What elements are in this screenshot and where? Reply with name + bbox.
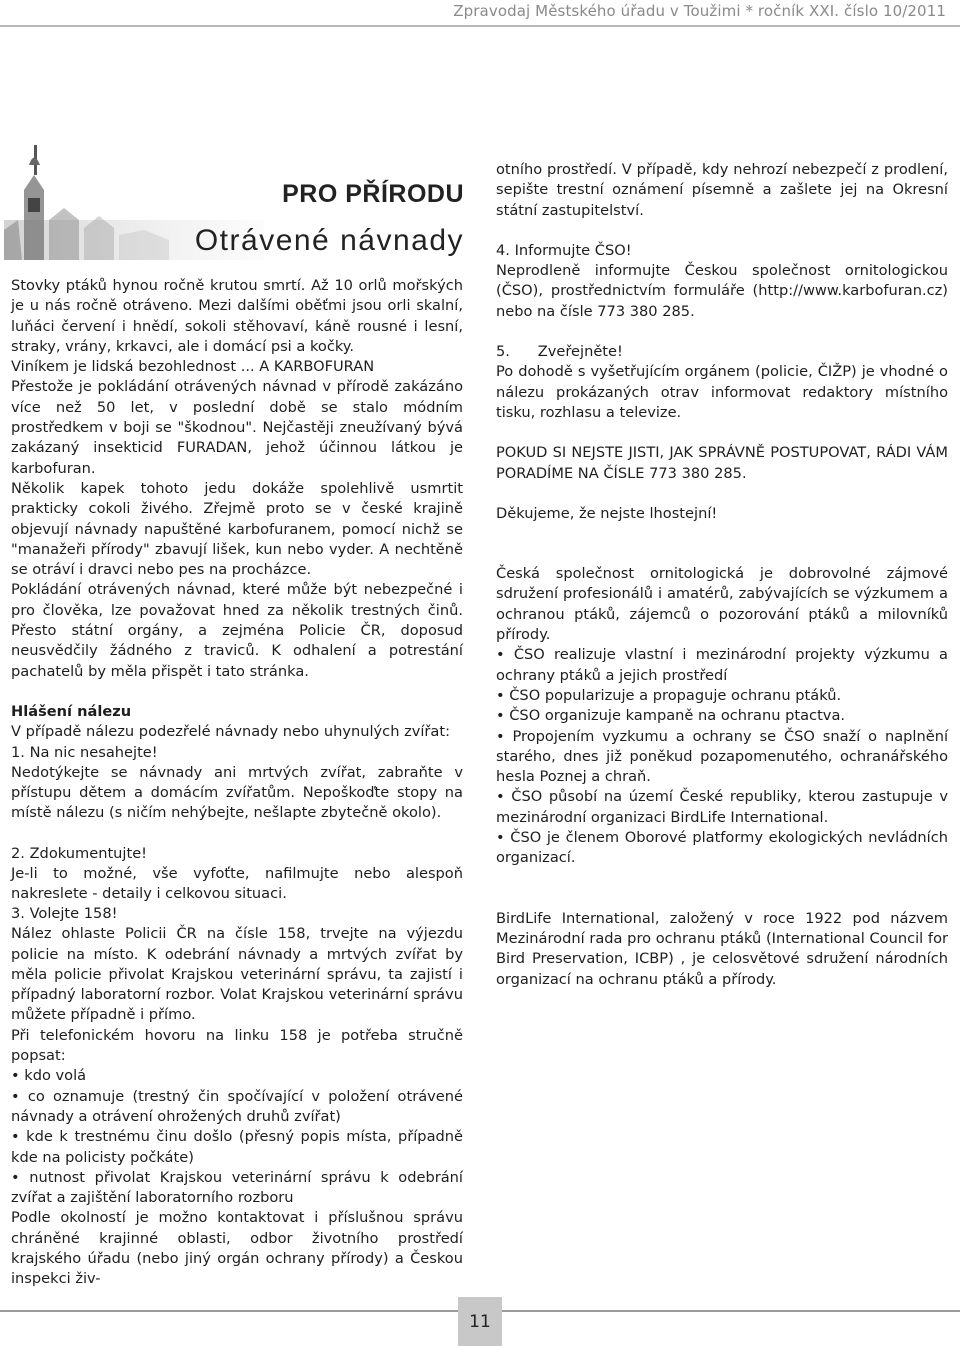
advice-text: POKUD SI NEJSTE JISTI, JAK SPRÁVNĚ POSTUPOVAT, RÁDI VÁM PORADÍME NA ČÍSLE 773 380 285. <box>496 444 948 482</box>
left-column-top <box>11 276 463 905</box>
call-item: • co oznamuje (trestný čin spočívající v položení otrávené návnady a otrávení ohrožených druhů zvířat) <box>11 1087 463 1125</box>
right-column <box>496 160 948 990</box>
closing-end: otního prostředí. V případě, kdy nehrozí nebezpečí z prodlení, sepište trestní oznámení písemně a zašlete jej na Okresní státní zastupitelství. <box>496 161 948 219</box>
call-item: • nutnost přivolat Krajskou veterinární správu k odebrání zvířat a zajištění laboratorního rozboru <box>11 1168 463 1207</box>
call-item: • kde k trestnému činu došlo (přesný popis místa, případně kde na policisty počkáte) <box>11 1128 463 1166</box>
intro-paragraph: Stovky ptáků hynou ročně krutou smrtí. Až 10 orlů mořských je u nás ročně otráveno. Mezi dalšími oběťmi jsou orli skalní, luňáci červení i hnědí, sokoli stěhovaví, káně rousné i lesní, straky, vrány, krkavci, ale i domácí psi a kočky. <box>11 277 463 355</box>
page-header <box>0 0 960 30</box>
step3-text: Nález ohlaste Policii ČR na čísle 158, trvejte na výjezdu policie na místo. K odebrání návnady a mrtvých zvířat by měla policie přivolat Krajskou veterinární správu, ta zajistí i případný laboratorní rozbor. Volat Krajskou veterinární správu můžete případně i přímo. <box>11 925 463 1024</box>
article-title: Otrávené návnady <box>194 224 464 257</box>
report-heading: Hlášení nálezu <box>11 702 132 720</box>
cso-item: • ČSO popularizuje a propaguje ochranu ptáků. <box>496 686 842 704</box>
step3-title: 3. Volejte 158! <box>11 905 118 922</box>
cso-item: • ČSO realizuje vlastní i mezinárodní projekty výzkumu a ochrany ptáků a jejich prostředí <box>496 646 948 684</box>
cso-item: • ČSO působí na území České republiky, kterou zastupuje v mezinárodní organizaci BirdLife International. <box>496 788 948 826</box>
call-lead: Při telefonickém hovoru na linku 158 je potřeba stručně popsat: <box>11 1026 463 1065</box>
intro-paragraph: Pokládání otrávených návnad, které může být nebezpečné i pro člověka, lze považovat hned za několik trestných činů. Přesto státní orgány, a zejména Policie ČR, doposud neusvědčily žádného z traviců. K odhalení a potrestání pachatelů by měla přispět i tato stránka. <box>11 581 463 680</box>
step5-text: Po dohodě s vyšetřujícím orgánem (policie, ČIŽP) je vhodné o nálezu prokázaných otrav informovat redaktory místního tisku, rozhlasu a televize. <box>496 363 948 421</box>
intro-paragraph: Přestože je pokládání otrávených návnad v přírodě zakázáno více než 50 let, v poslední době se stalo módním prostředkem v boji se "škodnou". Nejčastěji zneužívaný bývá zakázaný insekticid FURADAN, jehož účinnou látkou je karbofuran. <box>11 378 463 477</box>
step4-text: Neprodleně informujte Českou společnost ornitologickou (ČSO), prostřednictvím formuláře (http://www.karbofuran.cz) nebo na čísle 773 380 285. <box>496 262 948 320</box>
intro-paragraph: Viníkem je lidská bezohlednost ... A KARBOFURAN <box>11 358 375 376</box>
report-lead: V případě nálezu podezřelé návnady nebo uhynulých zvířat: <box>11 723 451 741</box>
step2-text: Je-li to možné, vše vyfoťte, nafilmujte nebo alespoň nakreslete - detaily i celkovou situaci. <box>11 865 463 903</box>
left-column-bottom <box>11 904 463 1290</box>
section-title: PRO PŘÍRODU <box>282 180 464 208</box>
page-number: 11 <box>469 1311 491 1332</box>
call-item: • kdo volá <box>11 1067 87 1085</box>
step2-title: 2. Zdokumentujte! <box>11 844 148 862</box>
step1-text: Nedotýkejte se návnady ani mrtvých zvířat, zabraňte v přístupu dětem a domácím zvířatům. Nepoškoďte stopy na místě nálezu (s ničím nehýbejte, nešlapte zbytečně okolo). <box>11 763 463 822</box>
page-number-box <box>458 1297 502 1346</box>
thanks-text: Děkujeme, že nejste lhostejní! <box>496 504 718 522</box>
step1-title: 1. Na nic nesahejte! <box>11 743 158 761</box>
birdlife-text: BirdLife International, založený v roce 1922 pod názvem Mezinárodní rada pro ochranu ptáků (International Council for Bird Preservation, ICBP) , je celosvětové sdružení národních organizací na ochranu ptáků a přírody. <box>496 909 948 988</box>
cso-intro: Česká společnost ornitologická je dobrovolné zájmové sdružení profesionálů i amatérů, zabývajících se výzkumem a ochranou ptáků, zájemců o pozorování ptáků a milovníků přírody. <box>496 565 948 644</box>
header-rule <box>0 25 960 27</box>
cso-item: • ČSO je členem Oborové platformy ekologických nevládních organizací. <box>496 829 948 867</box>
step5-title: 5. Zveřejněte! <box>496 343 623 361</box>
cso-item: • ČSO organizuje kampaně na ochranu ptactva. <box>496 707 846 725</box>
cso-item: • Propojením vyzkumu a ochrany se ČSO snaží o naplnění starého, dnes již poněkud pozapomenutého, ochranářského hesla Poznej a chraň. <box>496 727 948 786</box>
header-text: Zpravodaj Městského úřadu v Toužimi * ročník XXI. číslo 10/2011 <box>453 2 946 20</box>
intro-paragraph: Několik kapek tohoto jedu dokáže spolehlivě usmrtit prakticky cokoli živého. Zřejmě proto se v české krajině objevují návnady napuštěné karbofuranem, pomocí nichž se "manažeři přírody" zbavují lišek, kun nebo vyder. A nechtěně se otráví i dravci nebo pes na procházce. <box>11 479 463 579</box>
step4-title: 4. Informujte ČSO! <box>496 241 632 259</box>
closing-start: Podle okolností je možno kontaktovat i příslušnou správu chráněné krajinné oblasti, odbor životního prostředí krajského úřadu (nebo jiný orgán ochrany přírody) a Českou inspekci živ- <box>11 1209 463 1288</box>
